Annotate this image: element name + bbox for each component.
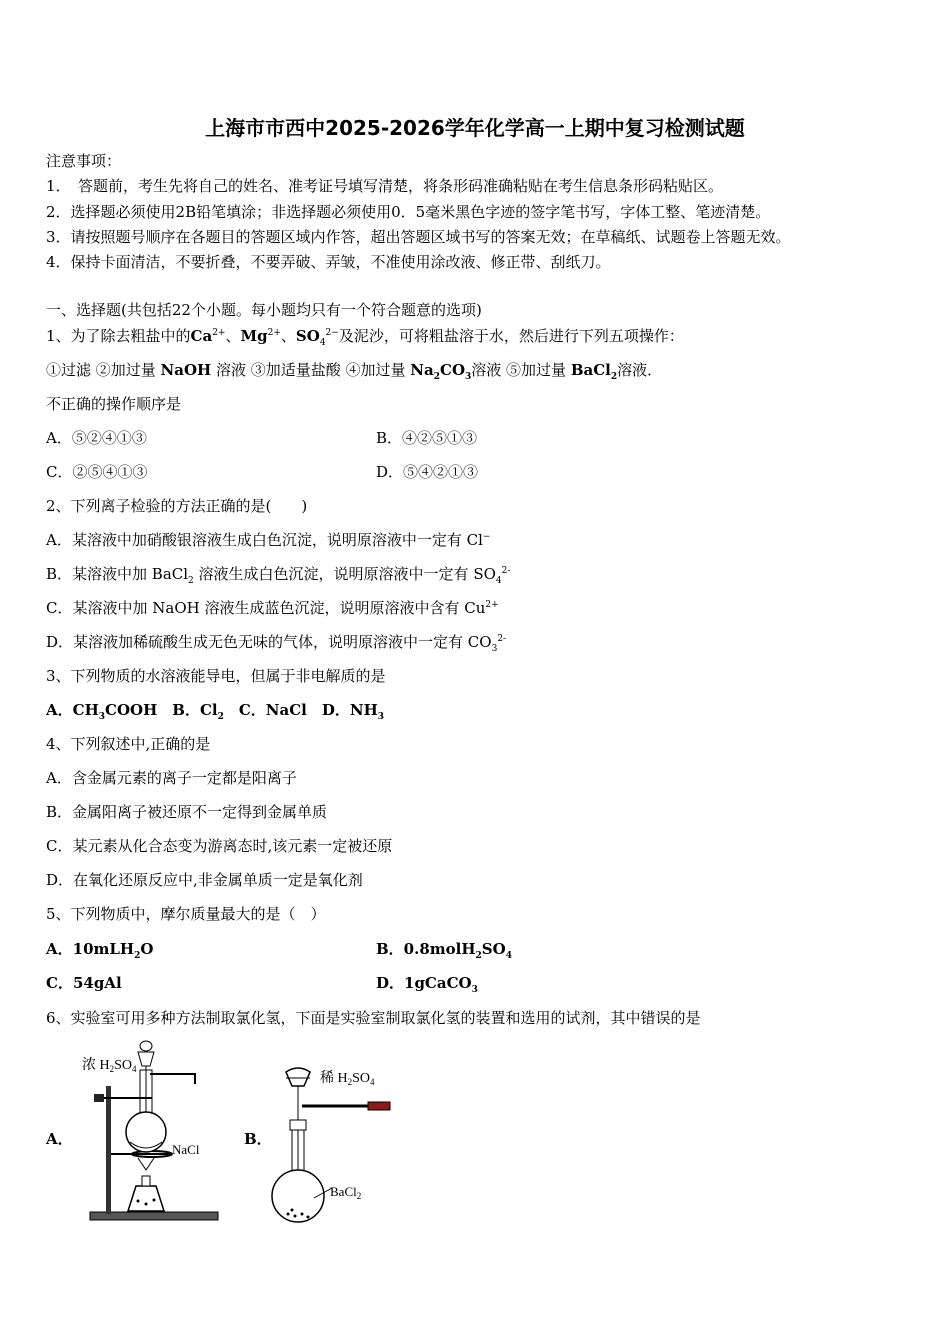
- figb-flask: [272, 1170, 324, 1222]
- notice-item-3: 3．请按照题号顺序在各题目的答题区域内作答，超出答题区域书写的答案无效；在草稿纸、试题卷上答题无效。: [46, 228, 791, 246]
- figa-delivery-tube: [150, 1074, 195, 1084]
- q1-stem: 1、为了除去粗盐中的$Ca^{2+}$、$Mg^{2+}$、$SO_4^{2-}$及泥沙，可将粗盐溶于水，然后进行下列五项操作：: [46, 327, 684, 348]
- q5-option-c[interactable]: C．54gAl: [46, 974, 122, 992]
- figb-rubber-tube: [368, 1102, 390, 1110]
- q3-stem: 3、下列物质的水溶液能导电，但属于非电解质的是: [46, 667, 386, 685]
- q6-stem: 6、实验室可用多种方法制取氯化氢，下面是实验室制取氯化氢的装置和选用的试剂，其中错误的是: [46, 1009, 701, 1027]
- q6-option-b-label[interactable]: B．: [244, 1130, 272, 1148]
- apparatus-a-figure: [80, 1036, 225, 1226]
- q3-options[interactable]: A．$CH_3COOH$ B．$Cl_2$ C．NaCl D．$NH_3$: [46, 701, 385, 722]
- q2-option-a[interactable]: A．某溶液中加硝酸银溶液生成白色沉淀，说明原溶液中一定有 Cl−: [46, 531, 491, 549]
- q5-option-a[interactable]: A．10mLH$_2$O: [46, 940, 154, 961]
- q4-option-b[interactable]: B．金属阳离子被还原不一定得到金属单质: [46, 803, 328, 821]
- q5-option-b[interactable]: B．$0.8molH_2SO_4$: [376, 940, 512, 961]
- figa-funnel-stopper: [140, 1041, 152, 1051]
- q1-option-d[interactable]: D．⑤④②①③: [376, 463, 479, 481]
- q1-option-c[interactable]: C．②⑤④①③: [46, 463, 148, 481]
- q4-option-d[interactable]: D．在氧化还原反应中,非金属单质一定是氧化剂: [46, 871, 363, 889]
- notice-item-1: 1． 答题前，考生先将自己的姓名、准考证号填写清楚，将条形码准确粘贴在考生信息条形码粘贴区。: [46, 177, 724, 195]
- apparatus-b-figure: [262, 1062, 402, 1228]
- figb-solid-4: [307, 1216, 310, 1219]
- q1-option-a[interactable]: A．⑤②④①③: [46, 429, 147, 447]
- figa-clamp-knob: [94, 1094, 104, 1102]
- figa-salt-label: NaCl: [172, 1142, 200, 1157]
- q4-stem: 4、下列叙述中,正确的是: [46, 735, 211, 753]
- notice-heading: 注意事项：: [46, 152, 122, 170]
- q5-option-d[interactable]: D．1gCaCO$_3$: [376, 974, 478, 995]
- figa-flame: [138, 1158, 154, 1170]
- figa-flask: [126, 1112, 166, 1152]
- q2-option-d[interactable]: D．某溶液加稀硫酸生成无色无味的气体，说明原溶液中一定有 $CO_3^{2-}$: [46, 633, 507, 654]
- figa-stand-rod: [106, 1086, 111, 1214]
- q1-option-b[interactable]: B．④②⑤①③: [376, 429, 478, 447]
- figb-salt-label: BaCl$_2$: [330, 1184, 362, 1201]
- q1-operations: ①过滤 ②加过量 NaOH 溶液 ③加适量盐酸 ④加过量 $Na_2CO_3$溶液 ⑤加过量 BaCl$_2$溶液．: [46, 361, 663, 382]
- figb-solid-5: [291, 1209, 294, 1212]
- figa-lamp-dot-3: [153, 1199, 156, 1202]
- figa-lamp-wick: [142, 1176, 150, 1186]
- figa-funnel: [138, 1052, 154, 1066]
- figa-acid-label: 浓 $H_2SO_4$: [82, 1058, 137, 1074]
- figa-lamp-dot-2: [145, 1203, 148, 1206]
- q4-option-a[interactable]: A．含金属元素的离子一定都是阳离子: [46, 769, 297, 787]
- figb-stopper: [290, 1120, 306, 1130]
- figb-funnel: [286, 1068, 310, 1086]
- q5-stem: 5、下列物质中，摩尔质量最大的是（ ）: [46, 905, 326, 923]
- figa-lamp-dot-1: [137, 1200, 140, 1203]
- page-title: 上海市市西中2025-2026学年化学高一上期中复习检测试题: [205, 116, 745, 140]
- figb-solid-3: [301, 1213, 304, 1216]
- figa-lamp: [128, 1186, 164, 1211]
- q6-option-a-label[interactable]: A．: [46, 1130, 73, 1148]
- q2-option-c[interactable]: C．某溶液中加 NaOH 溶液生成蓝色沉淀，说明原溶液中含有 $Cu^{2+}$: [46, 599, 499, 617]
- notice-item-4: 4．保持卡面清洁，不要折叠，不要弄破、弄皱，不准使用涂改液、修正带、刮纸刀。: [46, 253, 611, 271]
- notice-item-2: 2．选择题必须使用2B铅笔填涂；非选择题必须使用0．5毫米黑色字迹的签字笔书写，字体工整、笔迹清楚。: [46, 203, 771, 221]
- q4-option-c[interactable]: C．某元素从化合态变为游离态时,该元素一定被还原: [46, 837, 393, 855]
- section-heading: 一、选择题(共包括22个小题。每小题均只有一个符合题意的选项): [46, 301, 482, 319]
- q2-option-b[interactable]: B．某溶液中加 BaCl$_2$ 溶液生成白色沉淀，说明原溶液中一定有 $SO_4^{2-}$: [46, 565, 511, 586]
- figb-acid-label: 稀 $H_2SO_4$: [320, 1071, 375, 1087]
- figb-solid-1: [287, 1213, 290, 1216]
- q1-question: 不正确的操作顺序是: [46, 395, 182, 413]
- q2-stem: 2、下列离子检验的方法正确的是( ): [46, 497, 308, 515]
- figb-solid-2: [294, 1215, 297, 1218]
